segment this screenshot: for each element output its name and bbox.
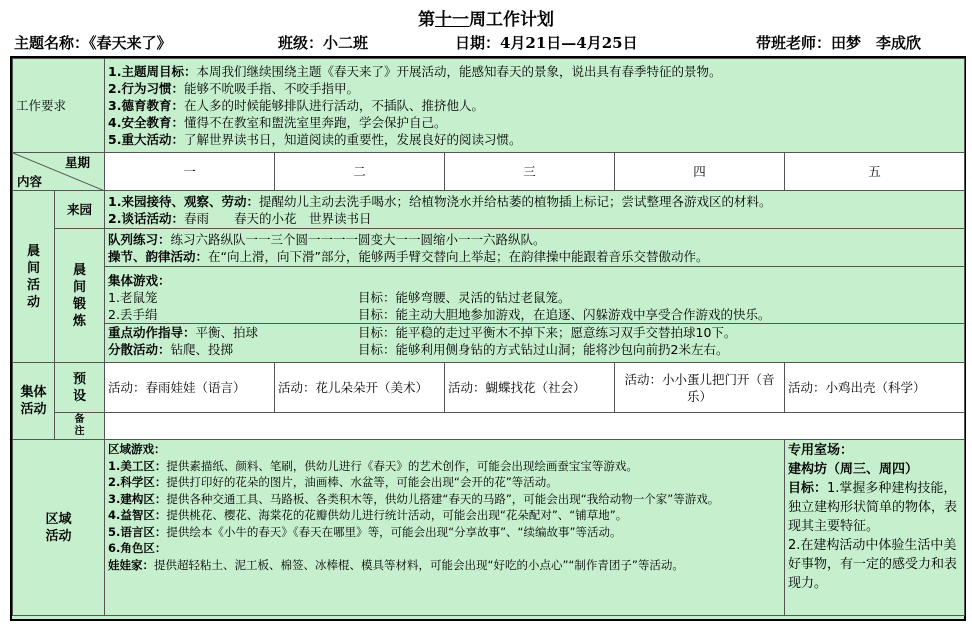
- games-head: 集体游戏：: [108, 272, 171, 288]
- requirement-item: 3.德育教育：在人多的时候能够排队进行活动，不插队、推挤他人。: [108, 98, 484, 113]
- group-activity-row: 分散活动：钻爬、投掷 目标：能够利用侧身钻的方式钻过山洞；能将沙包向前扔2米左右。: [108, 341, 729, 357]
- day-thu: 四: [615, 153, 785, 191]
- special-room-goal-2: 2.在建构活动中体验生活中美好事物，有一定的感受力和表现力。: [788, 538, 958, 591]
- area-item: 5.语言区：提供绘本《小牛的春天》《春天在哪里》等，可能会出现“分享故事”、“续编故事”等活动。: [108, 524, 622, 539]
- area-item: 4.益智区：提供桃花、樱花、海棠花的花瓣供幼儿进行统计活动，可能会出现“花朵配对”、“铺草地”。: [108, 508, 628, 522]
- area-item: 3.建构区：提供各种交通工具、马路板、各类积木等，供幼儿搭建“春天的马路”，可能会出现“我给动物一个家”等游戏。: [108, 491, 720, 506]
- morning-activity-label: 晨 间 活 动: [13, 191, 55, 363]
- class-name: 班级：小二班: [278, 34, 369, 52]
- day-tue: 二: [275, 153, 445, 191]
- day-mon: 一: [105, 153, 275, 191]
- area-item: 2.科学区：提供打印好的花朵的图片，油画棒、水盆等，可能会出现“会开的花”等活动。: [108, 475, 558, 489]
- game-row: 1.老鼠笼 目标：能够弯腰、灵活的钻过老鼠笼。: [108, 289, 571, 305]
- activity-thu: 活动：小小蛋儿把门开（音乐）: [615, 363, 785, 413]
- morning-exercise-label: 晨 间 锻 炼: [55, 229, 105, 363]
- area-games-cell: [105, 440, 785, 616]
- activity-wed: 活动：蝴蝶找花（社会）: [445, 363, 615, 413]
- activity-fri: 活动：小鸡出壳（科学）: [785, 363, 965, 413]
- date-range: 日期：4月21日—4月25日: [455, 34, 638, 52]
- corner-week-label: 星期: [65, 155, 91, 170]
- exercise-games-cell: [105, 267, 965, 363]
- collective-activity-label: 集体 活动: [13, 363, 55, 440]
- day-wed: 三: [445, 153, 615, 191]
- area-item: 6.角色区：: [108, 541, 167, 555]
- preset-label: 预 设: [55, 363, 105, 413]
- requirement-item: 4.安全教育：懂得不在教室和盥洗室里奔跑，学会保护自己。: [108, 115, 447, 130]
- week-corner: [13, 153, 105, 191]
- special-room-cell: 专用室场： 建构坊（周三、周四） 目标：1.掌握多种建构技能，独立建构形状简单的物体，表现其主要特征。 2.在建构活动中体验生活中美好事物，有一定的感受力和表现力。: [785, 440, 965, 616]
- arrival-label: 来园: [55, 191, 105, 229]
- area-item: 1.美工区：提供素描纸、颜料、笔刷，供幼儿进行《春天》的艺术创作，可能会出现绘画蚕宝宝等游戏。: [108, 458, 638, 473]
- activity-tue: 活动：花儿朵朵开（美术）: [275, 363, 445, 413]
- requirement-item: 1.主题周目标：本周我们继续围绕主题《春天来了》开展活动，能感知春天的景象，说出具有春季特征的景物。: [108, 64, 722, 79]
- corner-content-label: 内容: [17, 174, 43, 189]
- requirements-cell: [105, 59, 965, 153]
- requirements-label: 工作要求: [13, 59, 105, 153]
- theme-name: 主题名称：《春天来了》: [14, 34, 172, 52]
- page-title: 第十一周工作计划: [418, 10, 554, 30]
- queue-rhythm-cell: 队列练习：练习六路纵队一一三个圆一一一一圆变大一一圆缩小一一六路纵队。 操节、韵律活动：在“向上滑，向下滑”部分，能够两手臂交替向上举起；在韵律操中能跟着音乐交替傲动作。: [105, 229, 965, 267]
- key-action-row: 重点动作指导：平衡、拍球 目标：能平稳的走过平衡木不掉下来；愿意练习双手交替拍球10下。: [105, 323, 964, 341]
- area-activity-label: 区域 活动: [13, 440, 105, 616]
- requirement-item: 2.行为习惯：能够不吮吸手指、不咬手指甲。: [108, 81, 359, 96]
- note-label: 备 注: [55, 413, 105, 440]
- special-room-name: 建构坊（周三、周四）: [788, 462, 919, 477]
- activity-mon: 活动：春雨娃娃（语言）: [105, 363, 275, 413]
- area-item: 娃娃家：提供超轻粘土、泥工板、棉签、冰棒棍、模具等材料，可能会出现“好吃的小点心”“制作青团子”等活动。: [108, 557, 684, 572]
- weekly-plan-table: [12, 58, 965, 616]
- game-row: 2.丢手绢 目标：能主动大胆地参加游戏，在追逐、闪躲游戏中享受合作游戏的快乐。: [108, 306, 771, 322]
- note-cell: [105, 413, 965, 440]
- teachers: 带班老师：田梦 李成欣: [756, 34, 922, 52]
- special-room-head: 专用室场：: [788, 443, 854, 458]
- requirement-item: 5.重大活动：了解世界读书日，知道阅读的重要性，发展良好的阅读习惯。: [108, 132, 522, 147]
- arrival-cell: 1.来园接待、观察、劳动：提醒幼儿主动去洗手喝水；给植物浇水并给枯萎的植物插上标记；尝试整理各游戏区的材料。 2.谈话活动：春雨 春天的小花 世界读书日: [105, 191, 965, 229]
- day-fri: 五: [785, 153, 965, 191]
- area-games-head: 区域游戏：: [108, 442, 166, 456]
